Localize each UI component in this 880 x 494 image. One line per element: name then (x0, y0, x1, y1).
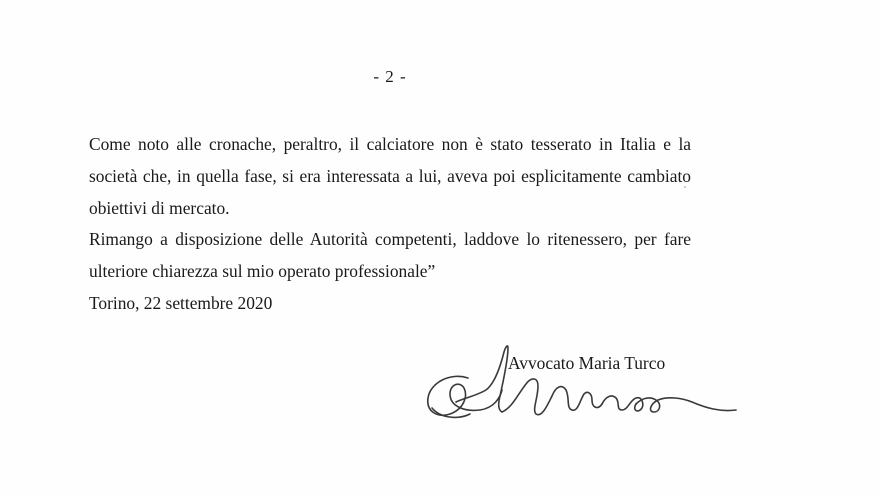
page-number: - 2 - (373, 67, 407, 86)
paper-speck (684, 186, 686, 188)
paragraph-cronache: Come noto alle cronache, peraltro, il calciatore non è stato tesserato in Italia e la società che, in quella fase, si era interessata a lui, aveva poi esplicitamente cambiato obiettivi di mercato. (89, 134, 691, 218)
handwritten-signature (420, 338, 750, 438)
signature-block (420, 338, 750, 438)
signatory-name: Avvocato Maria Turco (508, 353, 666, 373)
letter-body (89, 129, 691, 320)
paragraph-disposizione: Rimango a disposizione delle Autorità competenti, laddove lo ritenessero, per fare ulteriore chiarezza sul mio operato professionale” (89, 229, 691, 282)
place-date: Torino, 22 settembre 2020 (89, 292, 273, 313)
